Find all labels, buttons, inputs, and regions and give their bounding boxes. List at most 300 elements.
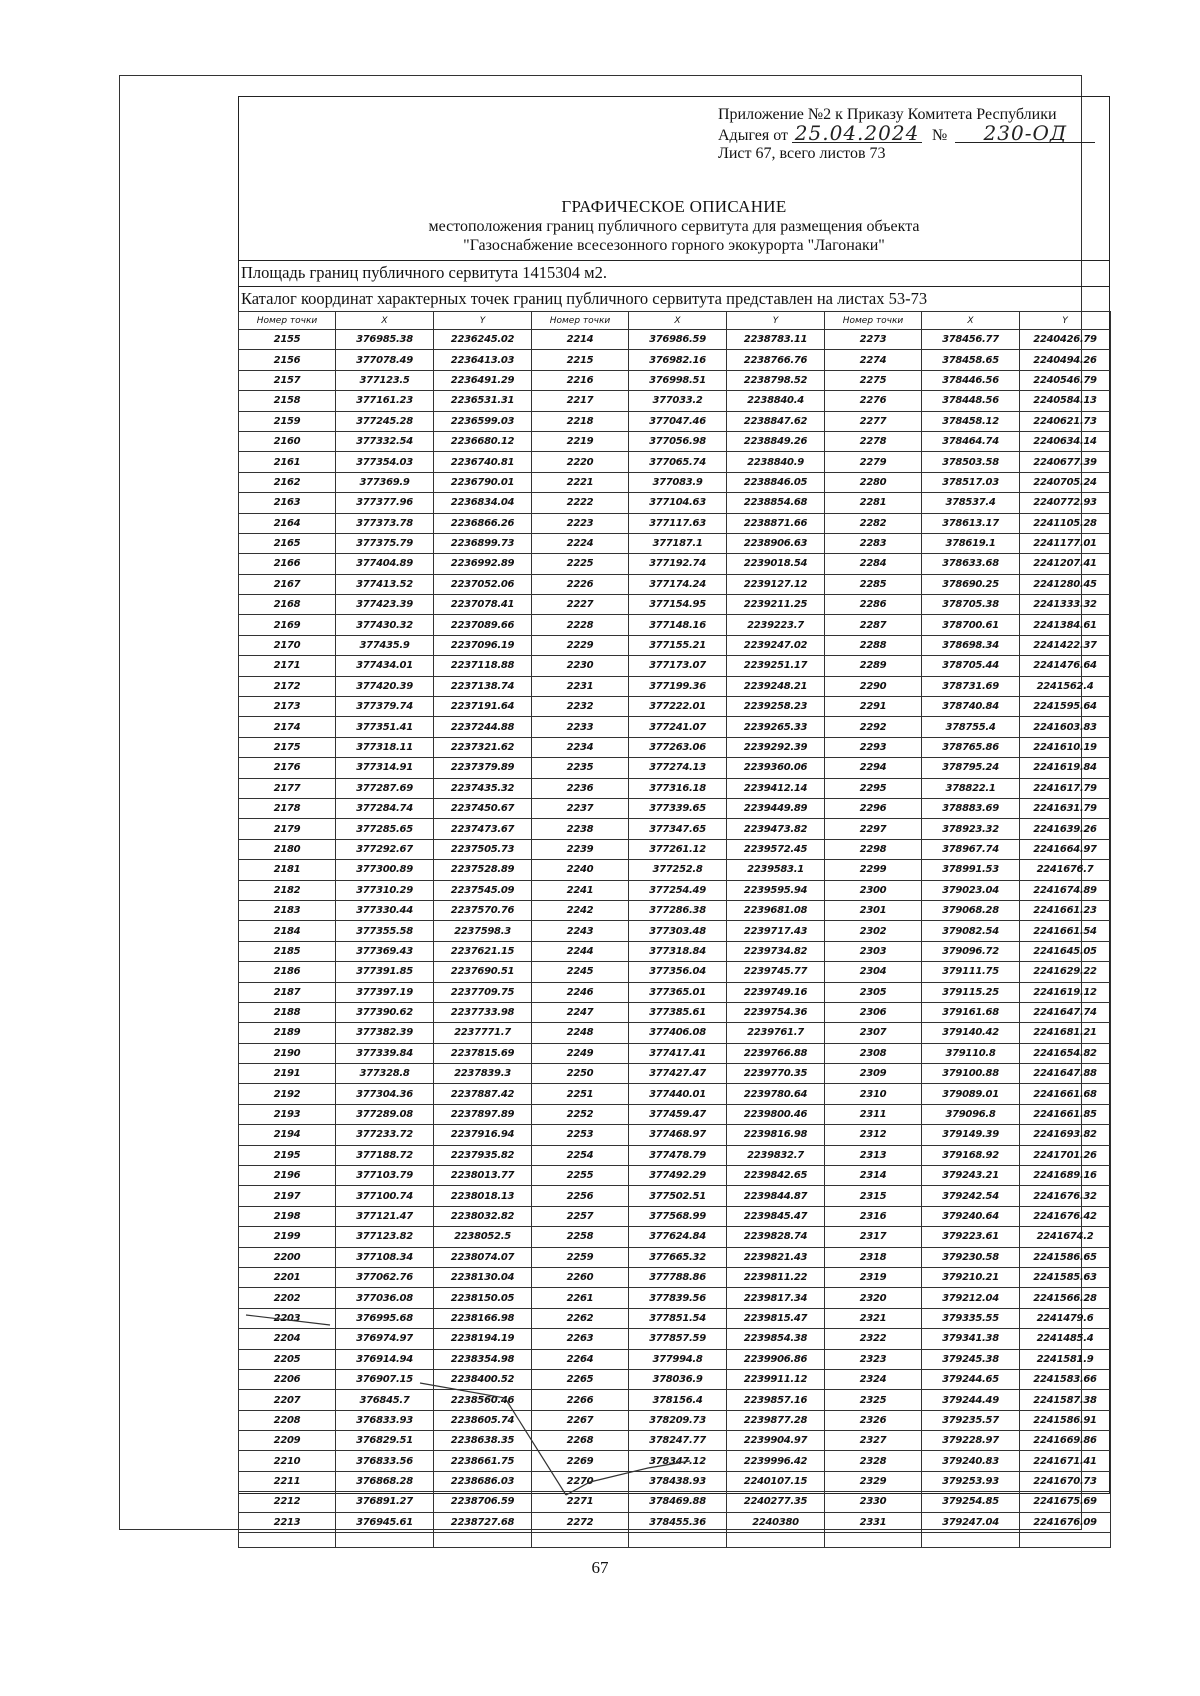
table-cell: 2303 [825,941,922,961]
table-cell: 2239854.38 [727,1329,825,1349]
table-cell: 2236740.81 [434,452,532,472]
table-cell: 379111.75 [922,962,1020,982]
handwritten-order-number: 230-ОД [955,124,1095,143]
table-cell: 377287.69 [336,778,434,798]
table-cell: 377375.79 [336,533,434,553]
table-cell: 379243.21 [922,1166,1020,1186]
table-cell: 2295 [825,778,922,798]
table-cell: 377397.19 [336,982,434,1002]
table-cell: 2241384.61 [1020,615,1111,635]
table-cell-empty [434,1533,532,1548]
table-cell: 2241669.86 [1020,1431,1111,1451]
table-cell: 377241.07 [629,717,727,737]
table-cell: 2320 [825,1288,922,1308]
table-cell: 2239906.86 [727,1349,825,1369]
coordinates-table [238,311,1111,1548]
table-cell: 376907.15 [336,1369,434,1389]
table-cell: 379149.39 [922,1125,1020,1145]
table-cell: 378967.74 [922,839,1020,859]
table-cell: 2241587.38 [1020,1390,1111,1410]
table-cell: 377440.01 [629,1084,727,1104]
table-cell: 377351.41 [336,717,434,737]
table-cell: 376868.28 [336,1471,434,1491]
table-cell: 2223 [532,513,629,533]
table-cell: 2201 [239,1267,336,1287]
table-cell: 2157 [239,370,336,390]
table-row [239,533,1111,553]
col-header-y-1: Y [434,312,532,330]
table-cell: 2321 [825,1308,922,1328]
table-cell: 377154.95 [629,595,727,615]
page-number: 67 [591,1558,609,1577]
table-cell: 2283 [825,533,922,553]
table-cell: 2239127.12 [727,574,825,594]
table-cell: 377459.47 [629,1104,727,1124]
table-row [239,1329,1111,1349]
table-cell: 2241422.37 [1020,635,1111,655]
table-cell: 2207 [239,1390,336,1410]
area-statement: Площадь границ публичного сервитута 1415304 м2. [238,260,1110,284]
table-cell: 2167 [239,574,336,594]
col-header-point-3: Номер точки [825,312,922,330]
table-cell: 2327 [825,1431,922,1451]
table-header-row [239,312,1111,330]
table-cell: 2235 [532,758,629,778]
table-cell: 377245.28 [336,411,434,431]
table-cell: 377254.49 [629,880,727,900]
table-cell: 377330.44 [336,900,434,920]
table-cell: 377233.72 [336,1125,434,1145]
table-cell: 377104.63 [629,493,727,513]
table-row [239,1410,1111,1430]
table-cell: 379230.58 [922,1247,1020,1267]
table-cell: 2241177.01 [1020,533,1111,553]
table-cell: 2263 [532,1329,629,1349]
table-cell: 2174 [239,717,336,737]
table-cell: 378619.1 [922,533,1020,553]
table-cell: 2323 [825,1349,922,1369]
table-cell: 2203 [239,1308,336,1328]
table-cell: 2241595.64 [1020,697,1111,717]
table-row [239,350,1111,370]
table-cell: 379228.97 [922,1431,1020,1451]
table-cell: 2239821.43 [727,1247,825,1267]
table-cell: 377108.34 [336,1247,434,1267]
table-cell: 2210 [239,1451,336,1471]
table-cell: 2292 [825,717,922,737]
table-cell: 2238846.05 [727,472,825,492]
table-cell: 2238906.63 [727,533,825,553]
table-row [239,1431,1111,1451]
table-cell: 2241619.12 [1020,982,1111,1002]
table-cell: 2214 [532,330,629,350]
table-cell: 2258 [532,1227,629,1247]
table-cell: 2316 [825,1206,922,1226]
table-cell: 2241671.41 [1020,1451,1111,1471]
table-row [239,1206,1111,1226]
table-cell: 378347.12 [629,1451,727,1471]
table-cell: 2241 [532,880,629,900]
table-cell: 2177 [239,778,336,798]
table-cell-empty [336,1533,434,1548]
table-cell: 377310.29 [336,880,434,900]
table-cell: 2196 [239,1166,336,1186]
table-cell: 2236599.03 [434,411,532,431]
table-cell: 379335.55 [922,1308,1020,1328]
table-cell: 2239800.46 [727,1104,825,1124]
table-cell: 2329 [825,1471,922,1491]
table-cell: 378458.12 [922,411,1020,431]
table-cell: 377188.72 [336,1145,434,1165]
table-row [239,330,1111,350]
table-cell: 2238400.52 [434,1369,532,1389]
table-cell: 2239360.06 [727,758,825,778]
table-cell: 2245 [532,962,629,982]
table-cell: 2180 [239,839,336,859]
table-cell: 2197 [239,1186,336,1206]
table-cell: 2181 [239,860,336,880]
table-cell: 377417.41 [629,1043,727,1063]
table-cell: 377423.39 [336,595,434,615]
table-cell: 2238783.11 [727,330,825,350]
table-cell-empty [629,1533,727,1548]
table-cell: 2239449.89 [727,798,825,818]
table-cell: 2240705.24 [1020,472,1111,492]
table-cell: 2241676.09 [1020,1512,1111,1532]
table-cell: 2240677.39 [1020,452,1111,472]
table-cell: 2239832.7 [727,1145,825,1165]
table-cell: 2208 [239,1410,336,1430]
table-cell: 2311 [825,1104,922,1124]
table-cell: 2227 [532,595,629,615]
table-cell: 377318.84 [629,941,727,961]
table-cell-empty [727,1533,825,1548]
table-cell: 2243 [532,921,629,941]
table-cell: 379253.93 [922,1471,1020,1491]
table-cell: 2241676.32 [1020,1186,1111,1206]
table-cell: 2241619.84 [1020,758,1111,778]
table-cell: 377033.2 [629,391,727,411]
table-cell: 2240546.79 [1020,370,1111,390]
table-cell: 2257 [532,1206,629,1226]
table-cell: 2277 [825,411,922,431]
table-cell: 377292.67 [336,839,434,859]
table-cell: 2239 [532,839,629,859]
table-cell: 378755.4 [922,717,1020,737]
table-cell: 379096.8 [922,1104,1020,1124]
table-cell: 2241586.91 [1020,1410,1111,1430]
table-cell: 2179 [239,819,336,839]
col-header-y-3: Y [1020,312,1111,330]
table-cell: 2236834.04 [434,493,532,513]
table-cell: 2240380 [727,1512,825,1532]
table-cell: 2241610.19 [1020,737,1111,757]
table-row [239,1288,1111,1308]
table-cell: 2239828.74 [727,1227,825,1247]
table-cell: 378765.86 [922,737,1020,757]
table-cell: 378517.03 [922,472,1020,492]
table-cell: 2239258.23 [727,697,825,717]
table-cell: 2237545.09 [434,880,532,900]
table-cell: 2239857.16 [727,1390,825,1410]
table-row [239,1471,1111,1491]
table-row [239,1002,1111,1022]
table-cell: 377624.84 [629,1227,727,1247]
table-cell: 377222.01 [629,697,727,717]
table-cell: 378633.68 [922,554,1020,574]
table-cell: 377568.99 [629,1206,727,1226]
table-cell: 379240.83 [922,1451,1020,1471]
table-cell: 2271 [532,1492,629,1512]
table-cell: 2241661.54 [1020,921,1111,941]
table-cell: 2291 [825,697,922,717]
table-cell: 2238560.46 [434,1390,532,1410]
table-row [239,493,1111,513]
table-cell: 2233 [532,717,629,737]
table-cell: 2238661.75 [434,1451,532,1471]
table-cell: 379223.61 [922,1227,1020,1247]
table-cell: 2241476.64 [1020,656,1111,676]
table-cell: 377665.32 [629,1247,727,1267]
table-cell: 2228 [532,615,629,635]
table-cell: 2249 [532,1043,629,1063]
table-cell: 2241693.82 [1020,1125,1111,1145]
table-cell: 2268 [532,1431,629,1451]
table-row [239,1023,1111,1043]
table-cell: 2252 [532,1104,629,1124]
table-cell: 2239877.28 [727,1410,825,1430]
table-cell: 376891.27 [336,1492,434,1512]
table-cell: 2279 [825,452,922,472]
table-row [239,472,1111,492]
table-cell: 2239265.33 [727,717,825,737]
table-cell: 2314 [825,1166,922,1186]
table-row [239,1349,1111,1369]
table-cell: 2240494.26 [1020,350,1111,370]
handwritten-date: 25.04.2024 [792,124,922,143]
table-cell: 377173.07 [629,656,727,676]
table-cell: 2239223.7 [727,615,825,635]
table-row [239,554,1111,574]
table-cell: 2165 [239,533,336,553]
table-cell: 2166 [239,554,336,574]
table-cell: 2239292.39 [727,737,825,757]
table-cell: 2239811.22 [727,1267,825,1287]
table-cell: 378209.73 [629,1410,727,1430]
table-cell: 378698.34 [922,635,1020,655]
table-cell: 2237 [532,798,629,818]
table-cell: 377404.89 [336,554,434,574]
table-cell-empty [825,1533,922,1548]
document-subtitle-1: местоположения границ публичного сервитута для размещения объекта [428,218,920,235]
table-cell: 2239572.45 [727,839,825,859]
table-cell: 377413.52 [336,574,434,594]
table-cell: 2231 [532,676,629,696]
table-cell: 2238840.4 [727,391,825,411]
table-cell: 2256 [532,1186,629,1206]
table-cell: 2330 [825,1492,922,1512]
table-cell: 376829.51 [336,1431,434,1451]
table-cell: 2287 [825,615,922,635]
table-cell: 2239761.7 [727,1023,825,1043]
table-cell: 2189 [239,1023,336,1043]
table-cell: 2250 [532,1064,629,1084]
table-cell: 2281 [825,493,922,513]
table-cell: 2238166.98 [434,1308,532,1328]
table-cell: 377406.08 [629,1023,727,1043]
table-cell: 2220 [532,452,629,472]
table-cell: 377502.51 [629,1186,727,1206]
table-cell: 2232 [532,697,629,717]
table-cell: 2237435.32 [434,778,532,798]
table-cell: 2219 [532,431,629,451]
table-cell: 2239996.42 [727,1451,825,1471]
table-cell: 2244 [532,941,629,961]
table-cell: 2240772.93 [1020,493,1111,513]
table-cell: 2188 [239,1002,336,1022]
table-cell: 2204 [239,1329,336,1349]
table-cell: 2255 [532,1166,629,1186]
table-cell: 378438.93 [629,1471,727,1491]
table-cell: 377304.36 [336,1084,434,1104]
table-row [239,1512,1111,1532]
table-cell: 2237118.88 [434,656,532,676]
table-cell: 2322 [825,1329,922,1349]
table-cell: 377263.06 [629,737,727,757]
table-cell: 379235.57 [922,1410,1020,1430]
table-cell: 2296 [825,798,922,818]
table-cell: 378469.88 [629,1492,727,1512]
table-cell-empty [922,1533,1020,1548]
table-cell: 2265 [532,1369,629,1389]
table-row [239,595,1111,615]
table-cell: 2304 [825,962,922,982]
table-cell: 2301 [825,900,922,920]
table-cell: 2238849.26 [727,431,825,451]
table-cell: 2237528.89 [434,860,532,880]
table-cell: 2284 [825,554,922,574]
table-cell: 2239745.77 [727,962,825,982]
table-cell: 377788.86 [629,1267,727,1287]
table-cell: 2236245.02 [434,330,532,350]
table-cell: 377187.1 [629,533,727,553]
table-cell: 2238871.66 [727,513,825,533]
table-row [239,697,1111,717]
table-cell: 2239583.1 [727,860,825,880]
table-cell: 377369.43 [336,941,434,961]
table-cell: 2317 [825,1227,922,1247]
table-cell: 378247.77 [629,1431,727,1451]
table-cell: 2240426.79 [1020,330,1111,350]
table-cell: 377318.11 [336,737,434,757]
table-row [239,370,1111,390]
table-cell: 2309 [825,1064,922,1084]
table-cell: 378923.32 [922,819,1020,839]
table-cell: 2288 [825,635,922,655]
table-cell: 2302 [825,921,922,941]
table-cell: 378455.36 [629,1512,727,1532]
table-cell: 377332.54 [336,431,434,451]
table-cell: 2236866.26 [434,513,532,533]
table-cell: 378464.74 [922,431,1020,451]
table-cell: 2172 [239,676,336,696]
table-cell: 377286.38 [629,900,727,920]
table-row [239,1492,1111,1512]
table-cell: 2239815.47 [727,1308,825,1328]
table-cell: 2195 [239,1145,336,1165]
table-cell: 2239749.16 [727,982,825,1002]
table-cell: 2237379.89 [434,758,532,778]
table-cell: 2221 [532,472,629,492]
table-cell: 2178 [239,798,336,818]
table-cell: 2308 [825,1043,922,1063]
table-cell: 2238194.19 [434,1329,532,1349]
document-subtitle-2: "Газоснабжение всесезонного горного экокурорта "Лагонаки" [463,237,885,254]
table-cell: 2238130.04 [434,1267,532,1287]
table-cell: 2239842.65 [727,1166,825,1186]
table-cell: 2239766.88 [727,1043,825,1063]
table-cell: 379096.72 [922,941,1020,961]
table-row [239,798,1111,818]
table-cell: 2183 [239,900,336,920]
table-cell: 2238032.82 [434,1206,532,1226]
table-cell: 379212.04 [922,1288,1020,1308]
table-cell: 2237052.06 [434,574,532,594]
table-cell: 2226 [532,574,629,594]
table-cell: 2278 [825,431,922,451]
table-cell: 2241566.28 [1020,1288,1111,1308]
table-cell: 2289 [825,656,922,676]
table-cell: 2169 [239,615,336,635]
table-cell: 2319 [825,1267,922,1287]
table-cell: 378700.61 [922,615,1020,635]
table-row [239,1145,1111,1165]
document-title: ГРАФИЧЕСКОЕ ОПИСАНИЕ [561,197,787,216]
table-cell: 378613.17 [922,513,1020,533]
table-cell: 2239817.34 [727,1288,825,1308]
table-cell: 2238727.68 [434,1512,532,1532]
table-cell: 2224 [532,533,629,553]
table-cell: 2237138.74 [434,676,532,696]
table-cell: 379110.8 [922,1043,1020,1063]
table-cell: 2241562.4 [1020,676,1111,696]
table-cell: 2241583.66 [1020,1369,1111,1389]
table-cell: 2156 [239,350,336,370]
table-cell: 2238018.13 [434,1186,532,1206]
table-row [239,758,1111,778]
table-cell: 378705.38 [922,595,1020,615]
table-row [239,1451,1111,1471]
table-cell: 2270 [532,1471,629,1491]
table-cell: 2241105.28 [1020,513,1111,533]
appendix-header [718,106,1108,163]
table-cell: 2238605.74 [434,1410,532,1430]
table-cell: 2239844.87 [727,1186,825,1206]
table-cell: 2241645.05 [1020,941,1111,961]
table-cell-empty [532,1533,629,1548]
table-cell: 379210.21 [922,1267,1020,1287]
table-row [239,1247,1111,1267]
table-cell: 378991.53 [922,860,1020,880]
table-cell: 378156.4 [629,1390,727,1410]
table-cell: 2236413.03 [434,350,532,370]
table-cell: 2237690.51 [434,962,532,982]
table-cell: 2260 [532,1267,629,1287]
table-cell: 2237887.42 [434,1084,532,1104]
table-cell: 377347.65 [629,819,727,839]
table-cell: 2238847.62 [727,411,825,431]
table-cell: 377314.91 [336,758,434,778]
